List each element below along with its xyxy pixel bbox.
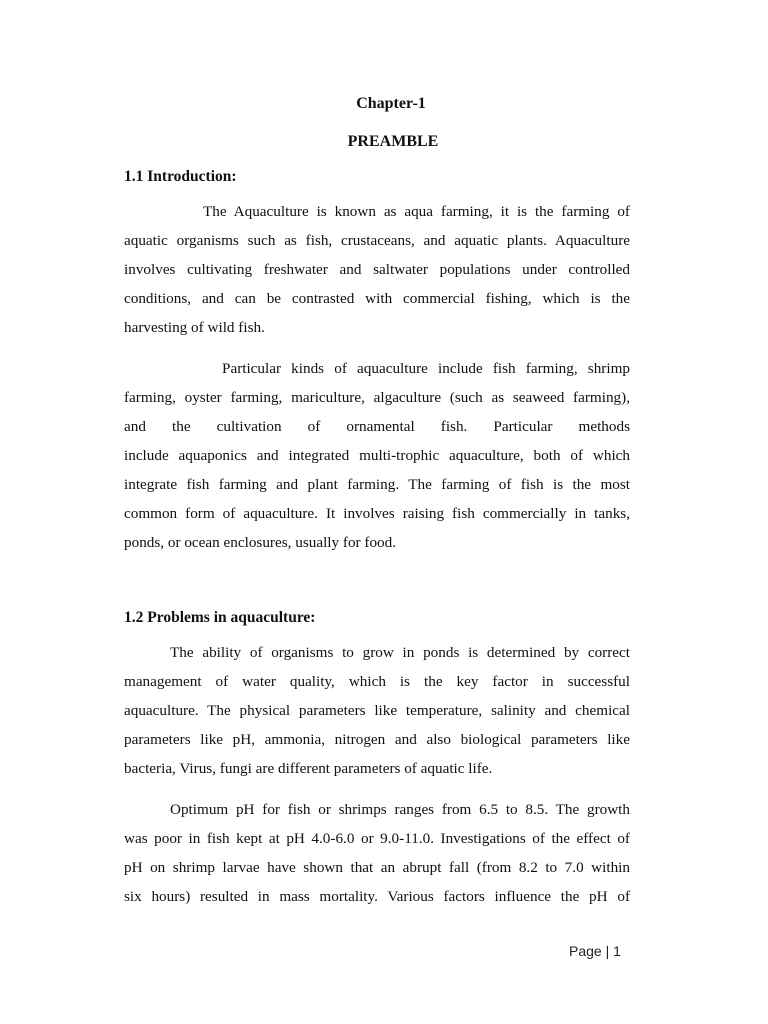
paragraph-line: management of water quality, which is the key factor in successful: [124, 673, 630, 690]
paragraph-line: farming, oyster farming, mariculture, algaculture (such as seaweed farming),: [124, 389, 630, 406]
section-heading-introduction: 1.1 Introduction:: [124, 168, 237, 185]
paragraph-line: bacteria, Virus, fungi are different parameters of aquatic life.: [124, 760, 493, 777]
paragraph-line: aquaculture. The physical parameters like temperature, salinity and chemical: [124, 702, 630, 719]
page-number: Page | 1: [569, 943, 621, 959]
paragraph-line: The ability of organisms to grow in ponds is determined by correct: [170, 644, 630, 661]
paragraph-line: and the cultivation of ornamental fish. Particular methods: [124, 418, 630, 435]
paragraph-line: common form of aquaculture. It involves raising fish commercially in tanks,: [124, 505, 630, 522]
paragraph-line: six hours) resulted in mass mortality. Various factors influence the pH of: [124, 888, 630, 905]
paragraph-line: parameters like pH, ammonia, nitrogen and also biological parameters like: [124, 731, 630, 748]
paragraph-line: Particular kinds of aquaculture include fish farming, shrimp: [222, 360, 630, 377]
paragraph-line: involves cultivating freshwater and saltwater populations under controlled: [124, 261, 630, 278]
chapter-label: Chapter-1: [356, 95, 426, 112]
paragraph-line: The Aquaculture is known as aqua farming, it is the farming of: [203, 203, 630, 220]
paragraph-line: Optimum pH for fish or shrimps ranges from 6.5 to 8.5. The growth: [170, 801, 630, 818]
paragraph-line: integrate fish farming and plant farming. The farming of fish is the most: [124, 476, 630, 493]
chapter-title: PREAMBLE: [347, 133, 439, 150]
section-heading-problems: 1.2 Problems in aquaculture:: [124, 609, 316, 626]
paragraph-line: harvesting of wild fish.: [124, 319, 265, 336]
paragraph-line: pH on shrimp larvae have shown that an abrupt fall (from 8.2 to 7.0 within: [124, 859, 630, 876]
paragraph-line: include aquaponics and integrated multi-trophic aquaculture, both of which: [124, 447, 630, 464]
paragraph-line: conditions, and can be contrasted with commercial fishing, which is the: [124, 290, 630, 307]
paragraph-line: aquatic organisms such as fish, crustaceans, and aquatic plants. Aquaculture: [124, 232, 630, 249]
paragraph-line: was poor in fish kept at pH 4.0-6.0 or 9.0-11.0. Investigations of the effect of: [124, 830, 630, 847]
paragraph-line: ponds, or ocean enclosures, usually for food.: [124, 534, 397, 551]
